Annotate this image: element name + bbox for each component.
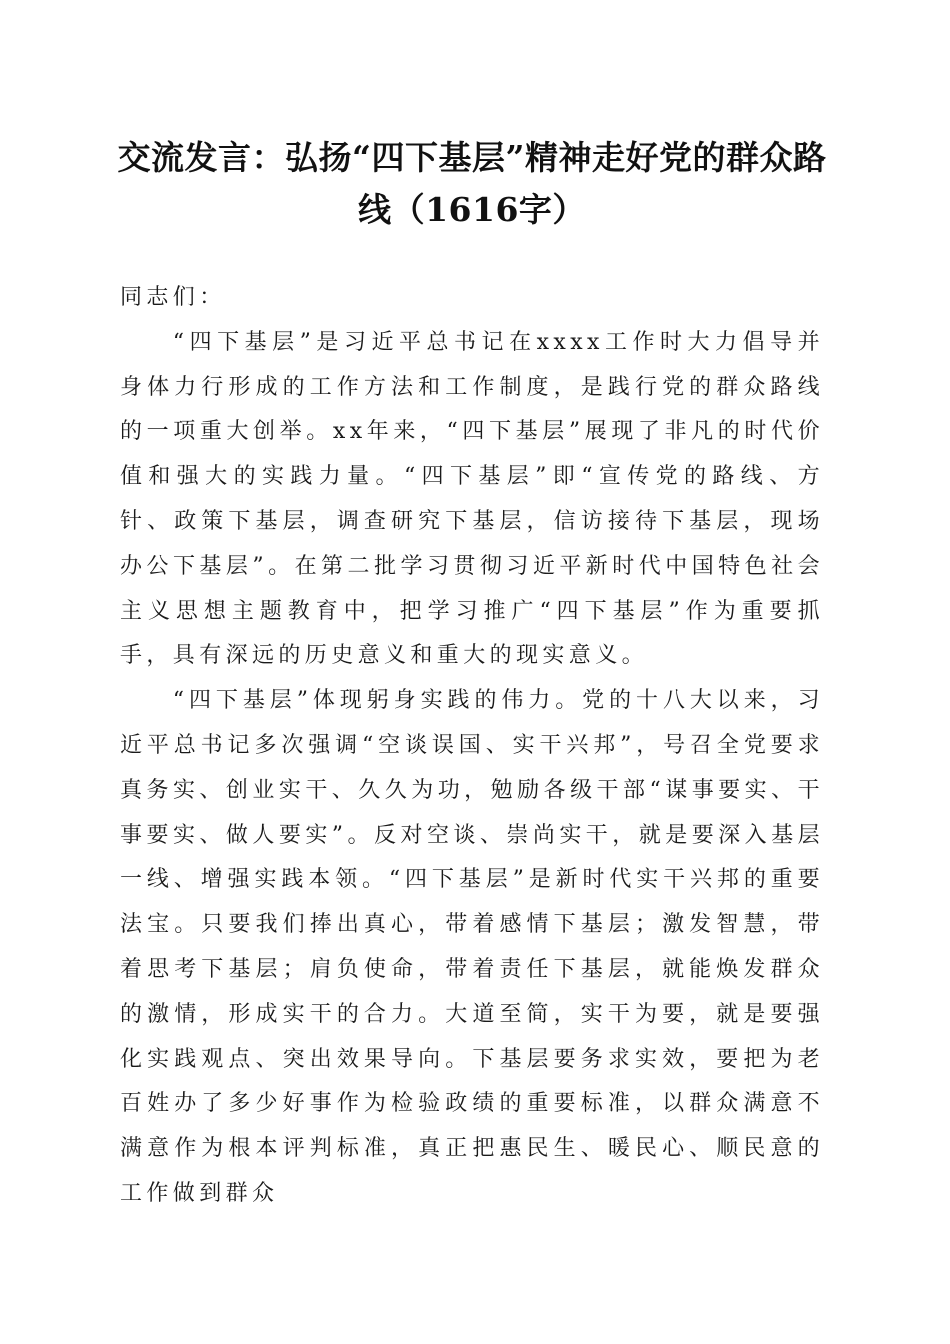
document-body — [120, 276, 824, 1217]
salutation: 同志们： — [120, 285, 226, 310]
document-title: 交流发言：弘扬“四下基层”精神走好党的群众路线（1616字） — [117, 138, 827, 229]
paragraph-1: “四下基层”是习近平总书记在xxxx工作时大力倡导并身体力行形成的工作方法和工作制度，是践行党的群众路线的一项重大创举。xx年来，“四下基层”展现了非凡的时代价值和强大的实践力量。“四下基层”即“宣传党的路线、方针、政策下基层，调查研究下基层，信访接待下基层，现场办公下基层”。在第二批学习贯彻习近平新时代中国特色社会主义思想主题教育中，把学习推广“四下基层”作为重要抓手，具有深远的历史意义和重大的现实意义。 — [120, 329, 824, 669]
paragraph-2: “四下基层”体现躬身实践的伟力。党的十八大以来，习近平总书记多次强调“空谈误国、实干兴邦”，号召全党要求真务实、创业实干、久久为功，勉励各级干部“谋事要实、干事要实、做人要实”。反对空谈、崇尚实干，就是要深入基层一线、增强实践本领。“四下基层”是新时代实干兴邦的重要法宝。只要我们捧出真心，带着感情下基层；激发智慧，带着思考下基层；肩负使命，带着责任下基层，就能焕发群众的激情，形成实干的合力。大道至简，实干为要，就是要强化实践观点、突出效果导向。下基层要务求实效，要把为老百姓办了多少好事作为检验政绩的重要标准，以群众满意不满意作为根本评判标准，真正把惠民生、暖民心、顺民意的工作做到群众 — [120, 688, 824, 1206]
